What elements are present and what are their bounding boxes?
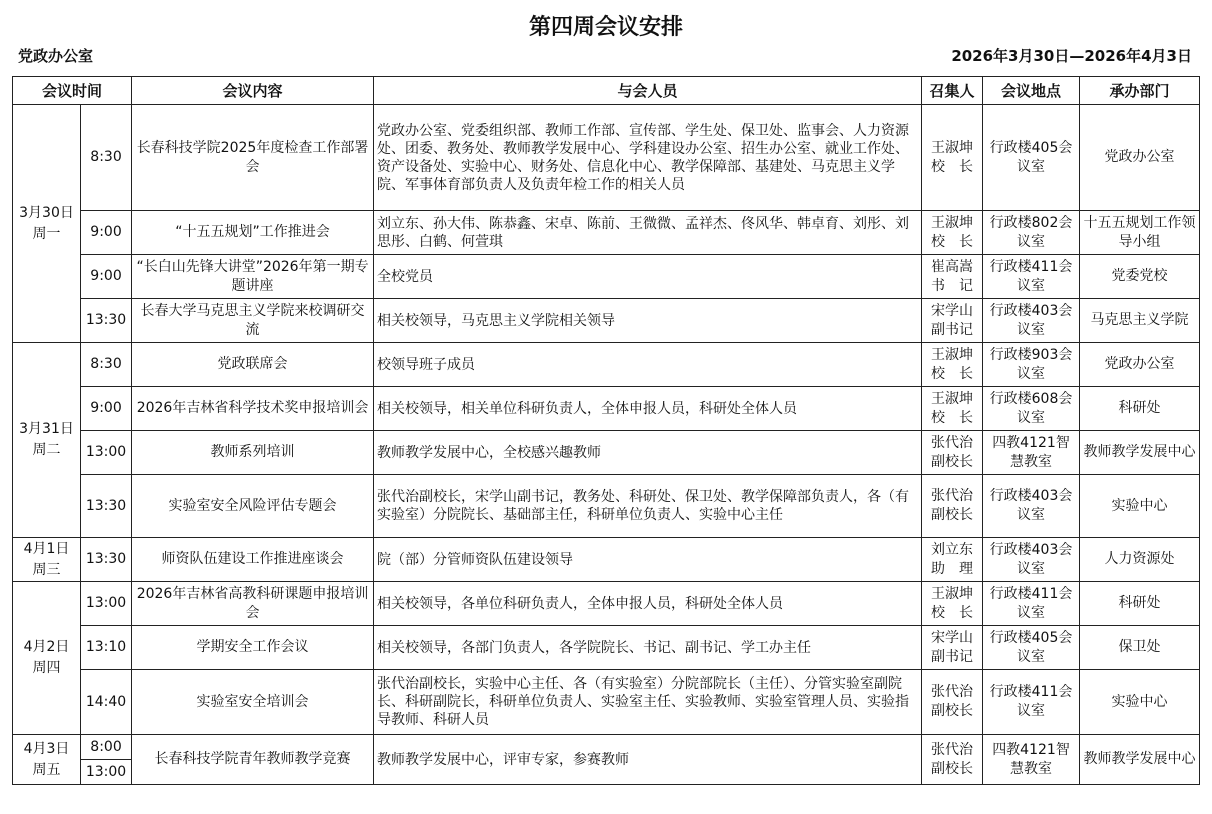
time-cell: 13:00 <box>81 431 132 475</box>
table-row <box>13 299 1200 343</box>
content-cell: 实验室安全培训会 <box>132 670 374 735</box>
header-department: 承办部门 <box>1080 77 1200 105</box>
content-cell: “长白山先锋大讲堂”2026年第一期专题讲座 <box>132 255 374 299</box>
content-cell: 2026年吉林省科学技术奖申报培训会 <box>132 387 374 431</box>
header-convener: 召集人 <box>922 77 983 105</box>
day-date: 3月31日 <box>19 421 74 437</box>
convener-cell: 张代治副校长 <box>922 670 983 735</box>
location-cell: 行政楼411会议室 <box>983 582 1080 626</box>
content-cell: 实验室安全风险评估专题会 <box>132 475 374 538</box>
convener-cell: 张代治副校长 <box>922 735 983 785</box>
table-row <box>13 387 1200 431</box>
time-cell: 13:10 <box>81 626 132 670</box>
attendees-cell: 相关校领导，各单位科研负责人，全体申报人员，科研处全体人员 <box>374 582 922 626</box>
page-title: 第四周会议安排 <box>528 14 683 40</box>
attendees-cell: 张代治副校长，实验中心主任、各（有实验室）分院部院长（主任）、分管实验室副院长、科研副院长，科研单位负责人、实验室主任、实验教师、实验室管理人员、实验指导教师、科研人员 <box>374 670 922 735</box>
attendees-cell: 校领导班子成员 <box>374 343 922 387</box>
content-cell: 长春科技学院2025年度检查工作部署会 <box>132 105 374 211</box>
convener-cell: 宋学山副书记 <box>922 626 983 670</box>
convener-cell: 刘立东助 理 <box>922 538 983 582</box>
time-cell: 13:00 <box>81 582 132 626</box>
date-range: 2026年3月30日—2026年4月3日 <box>951 47 1192 65</box>
attendees-cell: 张代治副校长，宋学山副书记，教务处、科研处、保卫处、教学保障部负责人，各（有实验室）分院院长、基础部主任，科研单位负责人、实验中心主任 <box>374 475 922 538</box>
location-cell: 行政楼403会议室 <box>983 475 1080 538</box>
department-cell: 实验中心 <box>1080 475 1200 538</box>
day-date: 3月30日 <box>19 204 74 221</box>
time-cell: 9:00 <box>81 387 132 431</box>
location-cell: 行政楼403会议室 <box>983 538 1080 582</box>
table-row <box>13 735 1200 760</box>
table-row <box>13 582 1200 626</box>
department-cell: 教师教学发展中心 <box>1080 735 1200 785</box>
attendees-cell: 相关校领导，各部门负责人，各学院院长、书记、副书记、学工办主任 <box>374 626 922 670</box>
content-cell: 长春科技学院青年教师教学竞赛 <box>132 735 374 785</box>
time-cell: 13:00 <box>81 760 132 785</box>
header-time: 会议时间 <box>13 77 132 105</box>
attendees-cell: 党政办公室、党委组织部、教师工作部、宣传部、学生处、保卫处、监事会、人力资源处、团委、教务处、教师教学发展中心、学科建设办公室、招生办公室、就业工作处、资产设备处、实验中心、财务处、信息化中心、教学保障部、基建处、马克思主义学院、军事体育部负责人及负责年检工作的相关人员 <box>374 105 922 211</box>
day-weekday: 周二 <box>32 442 61 458</box>
attendees-cell: 全校党员 <box>374 255 922 299</box>
table-header-row <box>13 77 1200 105</box>
day-cell <box>13 343 81 538</box>
content-cell: “十五五规划”工作推进会 <box>132 211 374 255</box>
day-date: 4月1日 <box>23 540 70 557</box>
location-cell: 行政楼403会议室 <box>983 299 1080 343</box>
day-date: 4月2日 <box>23 639 70 655</box>
location-cell: 行政楼405会议室 <box>983 626 1080 670</box>
attendees-cell: 院（部）分管师资队伍建设领导 <box>374 538 922 582</box>
table-row <box>13 343 1200 387</box>
day-weekday: 周一 <box>32 225 61 242</box>
table-row <box>13 255 1200 299</box>
location-cell: 行政楼411会议室 <box>983 255 1080 299</box>
time-cell: 9:00 <box>81 211 132 255</box>
department-cell: 党政办公室 <box>1080 105 1200 211</box>
time-cell: 14:40 <box>81 670 132 735</box>
department-cell: 实验中心 <box>1080 670 1200 735</box>
time-cell: 8:30 <box>81 343 132 387</box>
department-cell: 保卫处 <box>1080 626 1200 670</box>
issuing-office: 党政办公室 <box>18 47 94 65</box>
attendees-cell: 刘立东、孙大伟、陈恭鑫、宋卓、陈前、王微微、孟祥杰、佟风华、韩卓育、刘彤、刘思彤、白鹤、何萱琪 <box>374 211 922 255</box>
day-date: 4月3日 <box>23 740 70 757</box>
table-row <box>13 211 1200 255</box>
content-cell: 长春大学马克思主义学院来校调研交流 <box>132 299 374 343</box>
day-weekday: 周三 <box>32 561 61 578</box>
content-cell: 2026年吉林省高教科研课题申报培训会 <box>132 582 374 626</box>
time-cell: 9:00 <box>81 255 132 299</box>
day-cell <box>13 582 81 735</box>
meeting-schedule-table <box>12 76 1200 785</box>
convener-cell: 王淑坤校 长 <box>922 343 983 387</box>
content-cell: 教师系列培训 <box>132 431 374 475</box>
location-cell: 行政楼802会议室 <box>983 211 1080 255</box>
location-cell: 行政楼608会议室 <box>983 387 1080 431</box>
day-weekday: 周四 <box>32 660 61 676</box>
department-cell: 教师教学发展中心 <box>1080 431 1200 475</box>
header-location: 会议地点 <box>983 77 1080 105</box>
content-cell: 学期安全工作会议 <box>132 626 374 670</box>
location-cell: 行政楼405会议室 <box>983 105 1080 211</box>
attendees-cell: 相关校领导，相关单位科研负责人，全体申报人员，科研处全体人员 <box>374 387 922 431</box>
table-row <box>13 538 1200 582</box>
table-row <box>13 670 1200 735</box>
attendees-cell: 教师教学发展中心，评审专家，参赛教师 <box>374 735 922 785</box>
department-cell: 马克思主义学院 <box>1080 299 1200 343</box>
table-row <box>13 475 1200 538</box>
department-cell: 党政办公室 <box>1080 343 1200 387</box>
department-cell: 科研处 <box>1080 582 1200 626</box>
convener-cell: 王淑坤校 长 <box>922 387 983 431</box>
table-row <box>13 431 1200 475</box>
department-cell: 人力资源处 <box>1080 538 1200 582</box>
day-weekday: 周五 <box>32 761 61 778</box>
time-cell: 8:00 <box>81 735 132 760</box>
department-cell: 十五五规划工作领导小组 <box>1080 211 1200 255</box>
department-cell: 党委党校 <box>1080 255 1200 299</box>
department-cell: 科研处 <box>1080 387 1200 431</box>
convener-cell: 王淑坤校 长 <box>922 582 983 626</box>
convener-cell: 崔高嵩书 记 <box>922 255 983 299</box>
day-cell <box>13 735 81 785</box>
table-row <box>13 626 1200 670</box>
attendees-cell: 教师教学发展中心，全校感兴趣教师 <box>374 431 922 475</box>
attendees-cell: 相关校领导，马克思主义学院相关领导 <box>374 299 922 343</box>
location-cell: 行政楼411会议室 <box>983 670 1080 735</box>
location-cell: 四教4121智慧教室 <box>983 735 1080 785</box>
time-cell: 8:30 <box>81 105 132 211</box>
convener-cell: 王淑坤校 长 <box>922 211 983 255</box>
convener-cell: 王淑坤校 长 <box>922 105 983 211</box>
table-row <box>13 105 1200 211</box>
convener-cell: 宋学山副书记 <box>922 299 983 343</box>
time-cell: 13:30 <box>81 538 132 582</box>
header-attendees: 与会人员 <box>374 77 922 105</box>
convener-cell: 张代治副校长 <box>922 431 983 475</box>
content-cell: 党政联席会 <box>132 343 374 387</box>
time-cell: 13:30 <box>81 475 132 538</box>
time-cell: 13:30 <box>81 299 132 343</box>
day-cell <box>13 105 81 343</box>
location-cell: 四教4121智慧教室 <box>983 431 1080 475</box>
header-content: 会议内容 <box>132 77 374 105</box>
day-cell <box>13 538 81 582</box>
location-cell: 行政楼903会议室 <box>983 343 1080 387</box>
content-cell: 师资队伍建设工作推进座谈会 <box>132 538 374 582</box>
convener-cell: 张代治副校长 <box>922 475 983 538</box>
